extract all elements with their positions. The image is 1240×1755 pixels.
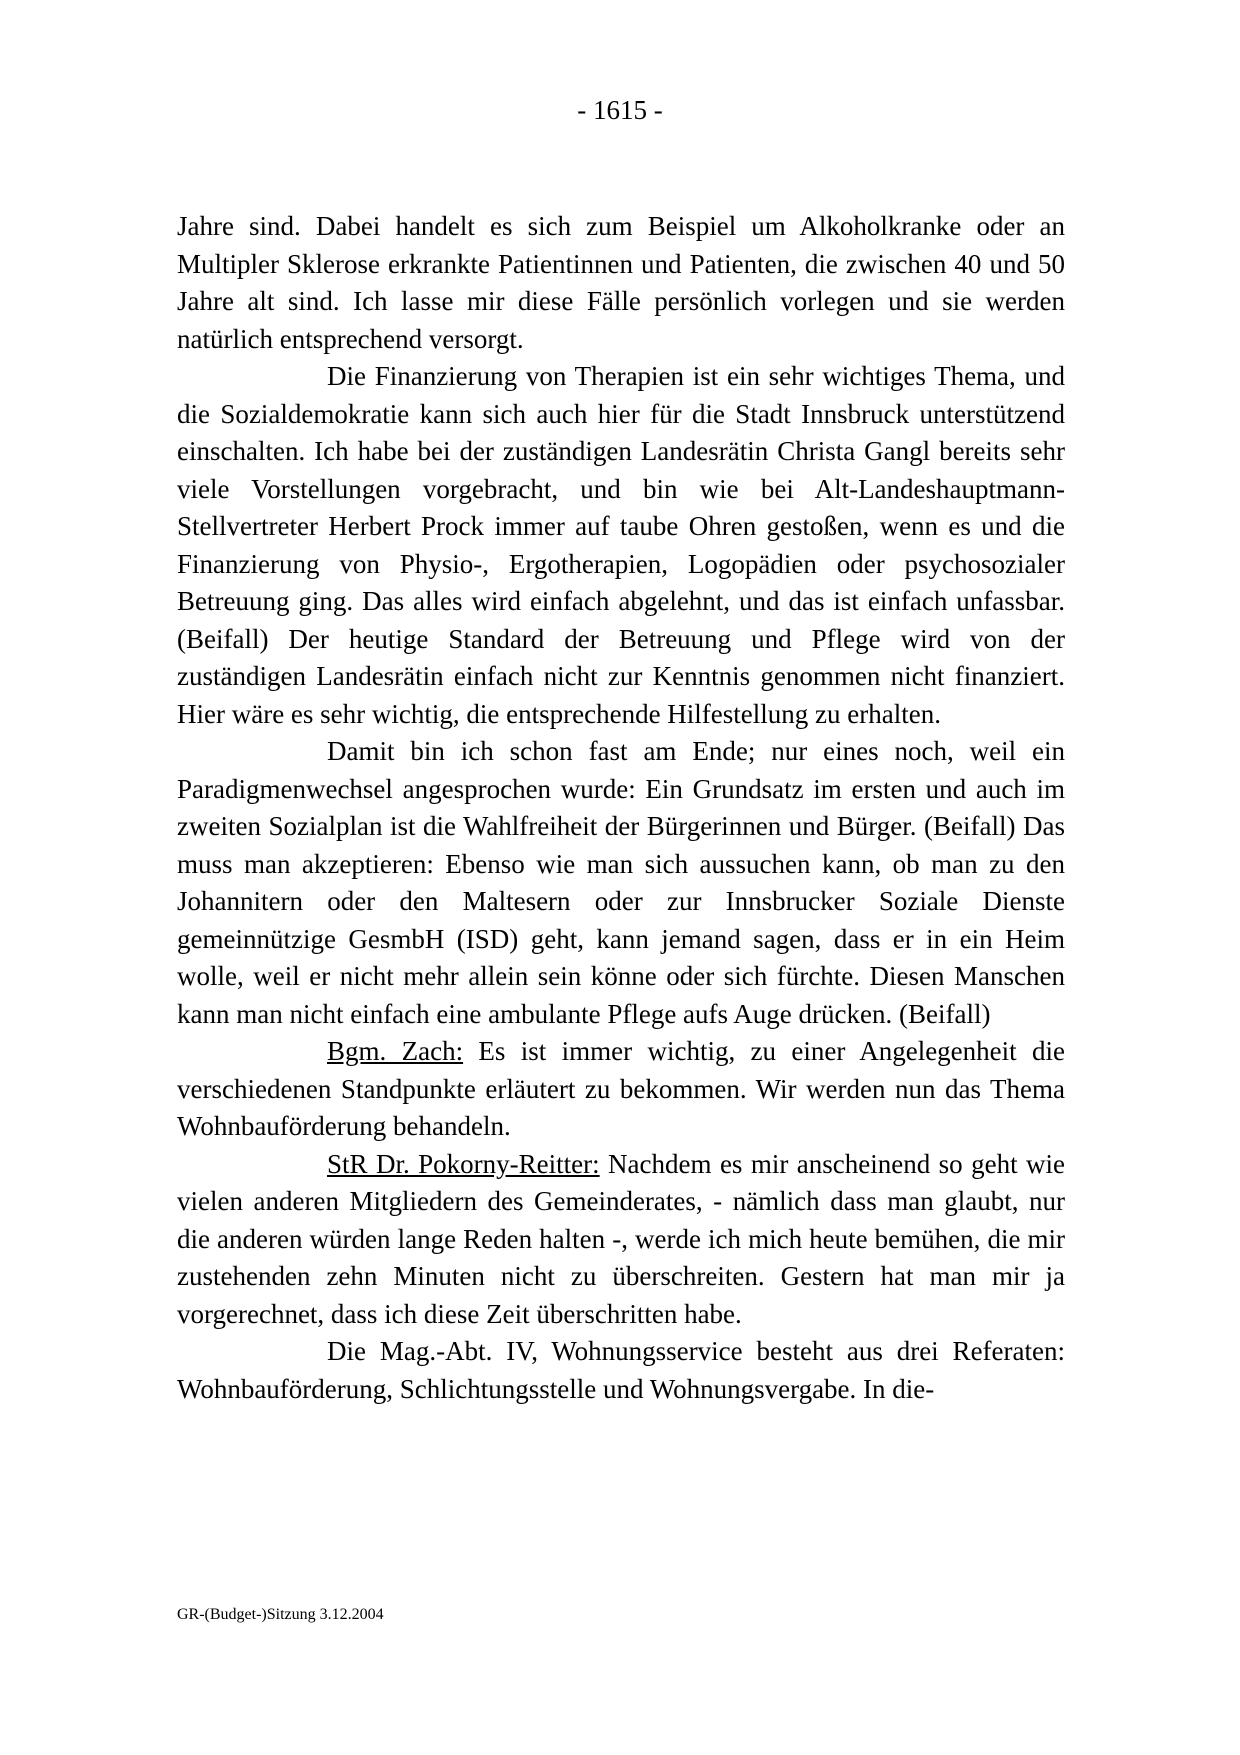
paragraph [177,358,1065,733]
paragraph-text: Nachdem es mir anscheinend so geht wie vielen anderen Mitgliedern des Gemeinderates, - nämlich dass man glaubt, nur die anderen würden lange Reden halten -, werde ich mich heute bemühen, die mir zustehenden zehn Minuten nicht zu überschreiten. Gestern hat man mir ja vorgerechnet, dass ich diese Zeit überschritten habe. [177,1148,1066,1329]
paragraph-text: Jahre sind. Dabei handelt es sich zum Beispiel um Alkoholkranke oder an Multipler Sklerose erkrankte Patientinnen und Patienten, die zwischen 40 und 50 Jahre alt sind. Ich lasse mir diese Fälle persönlich vorlegen und sie werden natürlich entsprechend versorgt. [177,211,1065,354]
document-body [177,208,1065,1408]
speaker-name: StR Dr. Pokorny-Reitter: [327,1148,600,1179]
paragraph [177,733,1065,1033]
paragraph [177,1033,1065,1146]
footer-session-info: GR-(Budget-)Sitzung 3.12.2004 [177,1606,384,1623]
paragraph-text: Die Mag.-Abt. IV, Wohnungsservice besteht aus drei Referaten: Wohnbauförderung, Schlichtungsstelle und Wohnungsvergabe. In die- [177,1336,1065,1404]
speaker-name: Bgm. Zach: [327,1036,464,1066]
paragraph [177,208,1065,358]
page-number: - 1615 - [577,95,663,125]
paragraph-text: Die Finanzierung von Therapien ist ein sehr wichtiges Thema, und die Sozialdemokratie kann sich auch hier für die Stadt Innsbruck unterstützend einschalten. Ich habe bei der zuständigen Landesrätin Christa Gangl bereits sehr viele Vorstellungen vorgebracht, und bin wie bei Alt-Landeshauptmann-Stellvertreter Herbert Prock immer auf taube Ohren gestoßen, wenn es und die Finanzierung von Physio-, Ergotherapien, Logopädien oder psychosozialer Betreuung ging. Das alles wird einfach abgelehnt, und das ist einfach unfassbar. (Beifall) Der heutige Standard der Betreuung und Pflege wird von der zuständigen Landesrätin einfach nicht zur Kenntnis genommen nicht finanziert. Hier wäre es sehr wichtig, die entsprechende Hilfestellung zu erhalten. [177,361,1065,729]
paragraph-text: Damit bin ich schon fast am Ende; nur eines noch, weil ein Paradigmenwechsel angesprochen wurde: Ein Grundsatz im ersten und auch im zweiten Sozialplan ist die Wahlfreiheit der Bürgerinnen und Bürger. (Beifall) Das muss man akzeptieren: Ebenso wie man sich aussuchen kann, ob man zu den Johannitern oder den Maltesern oder zur Innsbrucker Soziale Dienste gemeinnützige GesmbH (ISD) geht, kann jemand sagen, dass er in ein Heim wolle, weil er nicht mehr allein sein könne oder sich fürchte. Diesen Manschen kann man nicht einfach eine ambulante Pflege aufs Auge drücken. (Beifall) [177,736,1065,1029]
paragraph [177,1146,1065,1334]
paragraph-text: Es ist immer wichtig, zu einer Angelegenheit die verschiedenen Standpunkte erläutert zu bekommen. Wir werden nun das Thema Wohnbauförderung behandeln. [177,1036,1065,1141]
paragraph [177,1333,1065,1408]
